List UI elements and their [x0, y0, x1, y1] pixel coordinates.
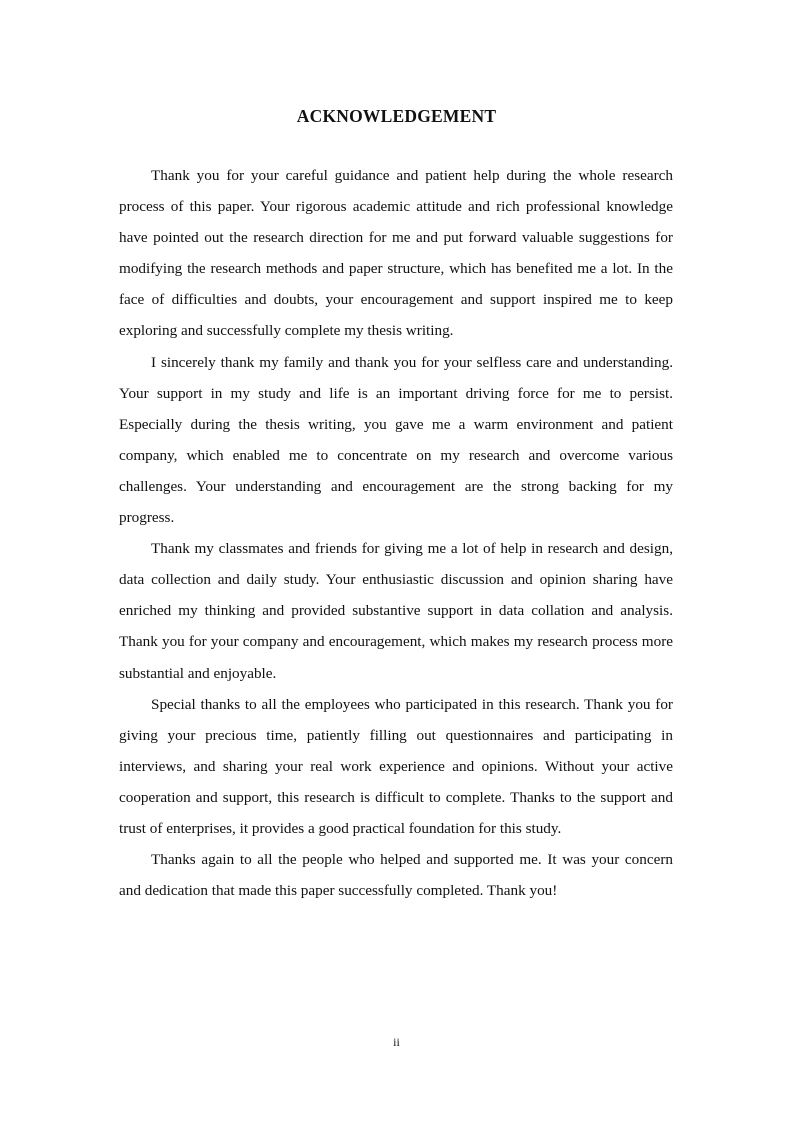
paragraph-advisor: Thank you for your careful guidance and patient help during the whole research process of this paper. Your rigorous academic attitude and rich professional knowledge have pointed out the research direction for me and put forward valuable suggestions for modifying the research methods and paper structure, which has benefited me a lot. In the face of difficulties and doubts, your encouragement and support inspired me to keep exploring and successfully complete my thesis writing. — [119, 167, 673, 340]
page-title: ACKNOWLEDGEMENT — [296, 106, 497, 126]
page-number: ii — [393, 1035, 400, 1049]
paragraph-family: I sincerely thank my family and thank you for your selfless care and understanding. Your support in my study and life is an important driving force for me to persist. Especially during the thesis writing, you gave me a warm environment and patient company, which enabled me to concentrate on my research and overcome various challenges. Your understanding and encouragement are the strong backing for my progress. — [119, 353, 673, 527]
paragraph-closing: Thanks again to all the people who helped and supported me. It was your concern and dedication that made this paper successfully completed. Thank you! — [119, 851, 673, 900]
acknowledgement-body — [119, 160, 673, 906]
paragraph-employees: Special thanks to all the employees who participated in this research. Thank you for giving your precious time, patiently filling out questionnaires and participating in interviews, and sharing your real work experience and opinions. Without your active cooperation and support, this research is difficult to complete. Thanks to the support and trust of enterprises, it provides a good practical foundation for this study. — [119, 695, 673, 837]
paragraph-classmates: Thank my classmates and friends for giving me a lot of help in research and design, data collection and daily study. Your enthusiastic discussion and opinion sharing have enriched my thinking and provided substantive support in data collation and analysis. Thank you for your company and encouragement, which makes my research process more substantial and enjoyable. — [119, 540, 673, 682]
